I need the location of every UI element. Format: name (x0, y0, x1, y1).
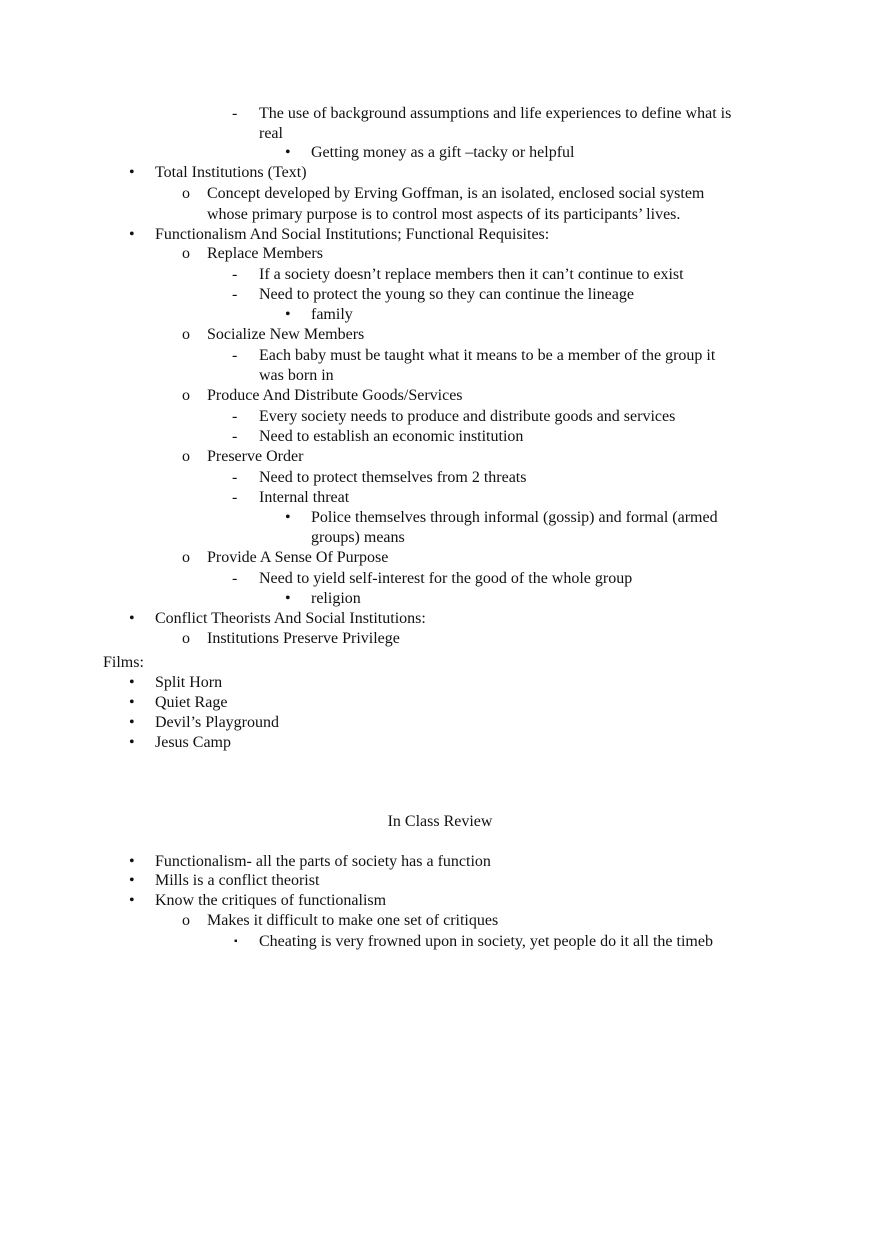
note-line: Functionalism And Social Institutions; Functional Requisites: (155, 226, 550, 243)
note-line: Need to yield self-interest for the good of the whole group (259, 570, 633, 587)
note-line: Need to protect themselves from 2 threats (259, 469, 527, 486)
note-line: Every society needs to produce and distribute goods and services (259, 408, 676, 425)
film-item: Devil’s Playground (155, 714, 279, 731)
bullet-marker: • (129, 226, 135, 243)
review-title: In Class Review (387, 813, 493, 830)
circle-marker: o (182, 549, 190, 566)
review-line: Makes it difficult to make one set of critiques (207, 912, 499, 929)
review-line: Functionalism- all the parts of society has a function (155, 853, 491, 870)
dash-marker: - (232, 489, 238, 506)
circle-marker: o (182, 387, 190, 404)
circle-marker: o (182, 185, 190, 202)
note-line: Need to establish an economic institution (259, 428, 524, 445)
bullet-marker: • (285, 590, 291, 607)
bullet-marker: • (129, 872, 135, 889)
note-line: Conflict Theorists And Social Institutions: (155, 610, 426, 627)
bullet-marker: • (285, 306, 291, 323)
dash-marker: - (232, 286, 238, 303)
circle-marker: o (182, 912, 190, 929)
bullet-marker: • (129, 734, 135, 751)
circle-marker: o (182, 448, 190, 465)
bullet-marker: • (129, 892, 135, 909)
note-line: real (259, 125, 283, 142)
bullet-marker: • (129, 714, 135, 731)
note-line: family (311, 306, 353, 323)
note-line: religion (311, 590, 361, 607)
note-line: was born in (259, 367, 334, 384)
dash-marker: - (232, 570, 238, 587)
review-line: Mills is a conflict theorist (155, 872, 320, 889)
note-line: Institutions Preserve Privilege (207, 630, 400, 647)
note-line: Preserve Order (207, 448, 304, 465)
film-item: Quiet Rage (155, 694, 228, 711)
films-label: Films: (103, 654, 144, 671)
dash-marker: - (232, 347, 238, 364)
dash-marker: - (232, 428, 238, 445)
film-item: Split Horn (155, 674, 223, 691)
bullet-marker: • (285, 509, 291, 526)
note-line: Replace Members (207, 245, 323, 262)
note-line: If a society doesn’t replace members then it can’t continue to exist (259, 266, 684, 283)
review-line: Know the critiques of functionalism (155, 892, 387, 909)
dash-marker: - (232, 469, 238, 486)
note-line: Police themselves through informal (gossip) and formal (armed (311, 509, 718, 526)
note-line: Concept developed by Erving Goffman, is an isolated, enclosed social system (207, 185, 705, 202)
note-line: Need to protect the young so they can continue the lineage (259, 286, 634, 303)
note-line: Internal threat (259, 489, 350, 506)
film-item: Jesus Camp (155, 734, 231, 751)
note-line: Total Institutions (Text) (155, 164, 307, 181)
bullet-marker: • (129, 853, 135, 870)
bullet-marker: • (285, 144, 291, 161)
dash-marker: - (232, 408, 238, 425)
note-line: Getting money as a gift –tacky or helpful (311, 144, 575, 161)
note-line: Produce And Distribute Goods/Services (207, 387, 463, 404)
bullet-marker: • (129, 694, 135, 711)
dash-marker: - (232, 266, 238, 283)
square-bullet-marker: ▪ (234, 936, 238, 947)
note-line: Provide A Sense Of Purpose (207, 549, 389, 566)
note-line: Each baby must be taught what it means to be a member of the group it (259, 347, 716, 364)
bullet-marker: • (129, 164, 135, 181)
circle-marker: o (182, 326, 190, 343)
note-line: Socialize New Members (207, 326, 365, 343)
circle-marker: o (182, 245, 190, 262)
dash-marker: - (232, 105, 238, 122)
note-line: whose primary purpose is to control most aspects of its participants’ lives. (207, 206, 681, 223)
note-line: The use of background assumptions and life experiences to define what is (259, 105, 732, 122)
circle-marker: o (182, 630, 190, 647)
bullet-marker: • (129, 610, 135, 627)
note-line: groups) means (311, 529, 405, 546)
bullet-marker: • (129, 674, 135, 691)
review-line: Cheating is very frowned upon in society, yet people do it all the timeb (259, 933, 713, 950)
